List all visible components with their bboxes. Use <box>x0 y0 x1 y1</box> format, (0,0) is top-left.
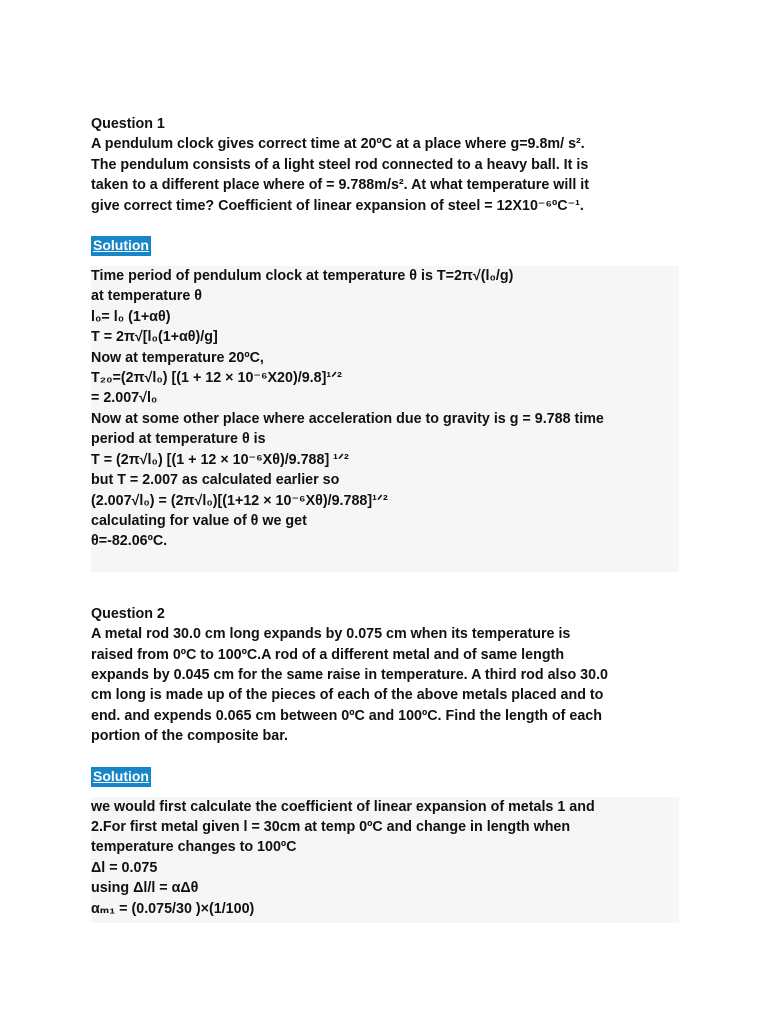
solution-1-line: T = (2π√l₀) [(1 + 12 × 10⁻⁶Xθ)/9.788] ¹ᐟ² <box>91 451 349 468</box>
question-2-line: A metal rod 30.0 cm long expands by 0.075 cm when its temperature is <box>91 626 571 643</box>
question-1-line: The pendulum consists of a light steel rod connected to a heavy ball. It is <box>91 156 589 173</box>
solution-2-link[interactable]: Solution <box>91 767 151 787</box>
solution-1-line: T = 2π√[l₀(1+αθ)/g] <box>91 329 218 346</box>
solution-1-box <box>91 266 679 572</box>
question-2-text <box>91 624 679 746</box>
solution-2-line: Δl = 0.075 <box>91 859 158 876</box>
question-2-line: expands by 0.045 cm for the same raise in temperature. A third rod also 30.0 <box>91 666 608 683</box>
solution-2-line: temperature changes to 100ºC <box>91 839 297 856</box>
solution-1-line: Now at some other place where acceleration due to gravity is g = 9.788 time <box>91 410 604 427</box>
solution-1-line: = 2.007√l₀ <box>91 390 158 407</box>
question-1 <box>91 114 679 216</box>
solution-2-line: 2.For first metal given l = 30cm at temp 0ºC and change in length when <box>91 818 571 835</box>
solution-2-line: we would first calculate the coefficient of linear expansion of metals 1 and <box>91 798 595 815</box>
solution-1-link[interactable]: Solution <box>91 236 151 256</box>
question-2-line: raised from 0ºC to 100ºC.A rod of a different metal and of same length <box>91 646 565 663</box>
document-page <box>91 114 679 923</box>
solution-2-line: using Δl/l = αΔθ <box>91 880 199 897</box>
question-1-line: taken to a different place where of = 9.788m/s². At what temperature will it <box>91 177 590 194</box>
question-1-text <box>91 134 679 216</box>
question-1-title: Question 1 <box>91 116 165 132</box>
solution-1-line: Time period of pendulum clock at temperature θ is T=2π√(l₀/g) <box>91 268 514 285</box>
question-2 <box>91 604 679 747</box>
solution-2-box <box>91 797 679 923</box>
solution-1-line: θ=-82.06ºC. <box>91 533 168 550</box>
solution-1-line: l₀= l₀ (1+αθ) <box>91 308 171 325</box>
solution-1-line: (2.007√l₀) = (2π√l₀)[(1+12 × 10⁻⁶Xθ)/9.788]¹ᐟ² <box>91 492 388 509</box>
solution-1-line: Now at temperature 20ºC, <box>91 349 264 366</box>
solution-1-line: calculating for value of θ we get <box>91 512 307 529</box>
question-2-title: Question 2 <box>91 605 165 622</box>
question-2-line: portion of the composite bar. <box>91 728 288 745</box>
question-1-line: A pendulum clock gives correct time at 20ºC at a place where g=9.8m/ s². <box>91 136 585 153</box>
question-1-line: give correct time? Coefficient of linear expansion of steel = 12X10⁻⁶ºC⁻¹. <box>91 197 584 214</box>
solution-1-line: at temperature θ <box>91 288 203 305</box>
solution-2-line: αₘ₁ = (0.075/30 )×(1/100) <box>91 900 255 917</box>
solution-1-line: T₂₀=(2π√l₀) [(1 + 12 × 10⁻⁶X20)/9.8]¹ᐟ² <box>91 370 342 387</box>
solution-1-line: but T = 2.007 as calculated earlier so <box>91 472 340 489</box>
solution-1-line: period at temperature θ is <box>91 431 266 448</box>
question-2-line: end. and expends 0.065 cm between 0ºC and 100ºC. Find the length of each <box>91 707 602 724</box>
question-2-line: cm long is made up of the pieces of each of the above metals placed and to <box>91 687 604 704</box>
